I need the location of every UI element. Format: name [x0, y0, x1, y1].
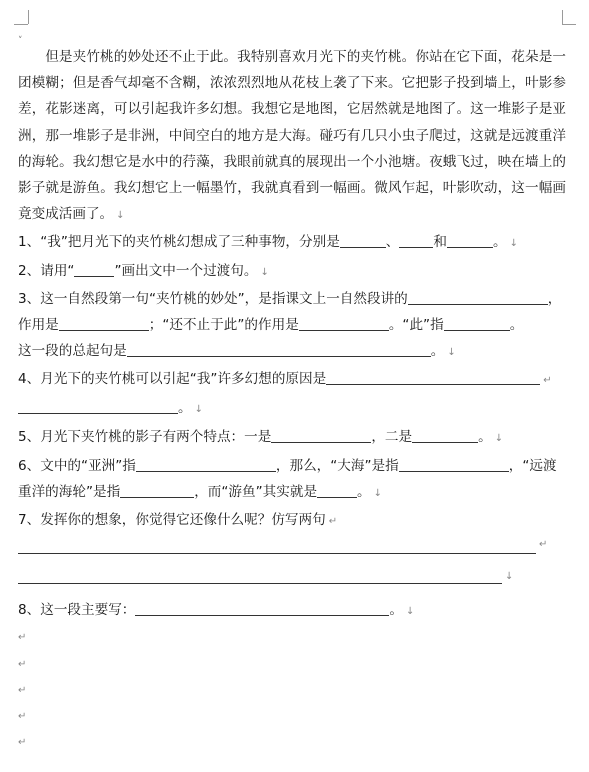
answer-blank[interactable] — [412, 428, 478, 443]
empty-paragraph: ↵ — [18, 737, 27, 749]
paragraph-mark: ↵ — [539, 539, 548, 551]
question-3-line-2: 作用是 ；“还不止于此”的作用是 。“此”指 。 — [18, 317, 524, 334]
answer-blank[interactable] — [399, 233, 433, 248]
question-7-answer-line-1 — [18, 535, 566, 565]
return-mark: ↓ — [116, 210, 125, 222]
crop-mark-top-left-horizontal — [14, 24, 28, 25]
return-mark: ↓ — [505, 571, 514, 583]
question-6-line-2: 重洋的海轮”是指 ，而“游鱼”其实就是 。 ↓ — [18, 483, 383, 500]
answer-blank[interactable] — [408, 290, 548, 305]
reading-passage — [18, 44, 566, 229]
question-7-answer-line-2 — [18, 565, 566, 595]
empty-paragraph: ↵ — [18, 684, 27, 696]
return-mark: ↓ — [406, 606, 415, 618]
question-3-line-3: 这一段的总起句是 。 ↓ — [18, 343, 456, 360]
crop-mark-top-right-vertical — [562, 10, 563, 24]
return-mark: ↓ — [509, 238, 518, 250]
question-3-line-1: 3、这一自然段第一句“夹竹桃的妙处”，是指课文上一自然段讲的 ， — [18, 290, 562, 307]
question-8: 8、这一段主要写： 。 ↓ — [18, 602, 415, 619]
empty-paragraph: ↵ — [18, 632, 27, 644]
answer-blank[interactable] — [340, 233, 386, 248]
answer-blank[interactable] — [59, 316, 149, 331]
return-mark: ↓ — [373, 487, 383, 499]
document-body — [18, 44, 566, 756]
empty-paragraph: ↵ — [18, 711, 27, 723]
answer-blank[interactable] — [317, 483, 357, 498]
answer-blank[interactable] — [127, 342, 431, 357]
return-mark: ↓ — [194, 404, 203, 416]
answer-blank[interactable] — [135, 601, 389, 616]
answer-blank[interactable] — [399, 457, 509, 472]
question-4-line-2: 。 ↓ — [18, 395, 566, 424]
answer-blank[interactable] — [326, 370, 540, 385]
answer-line[interactable] — [18, 565, 502, 584]
answer-blank[interactable] — [447, 233, 493, 248]
empty-paragraph: ↵ — [18, 658, 27, 670]
question-4-line-1: 4、月光下的夹竹桃可以引起“我”许多幻想的原因是 ↵ — [18, 371, 552, 388]
paragraph-mark: ↵ — [328, 516, 338, 528]
answer-blank[interactable] — [136, 457, 276, 472]
question-5: 5、月光下夹竹桃的影子有两个特点：一是 ，二是 。 ↓ — [18, 429, 504, 446]
question-6-line-1: 6、文中的“亚洲”指 ，那么，“大海”是指 ，“远渡 — [18, 457, 557, 474]
question-7: 7、发挥你的想象，你觉得它还像什么呢？仿写两句 ↵ — [18, 512, 338, 529]
return-mark: ↓ — [447, 347, 456, 359]
paragraph-mark: ↵ — [543, 375, 552, 387]
question-1: 1、“我”把月光下的夹竹桃幻想成了三种事物，分别是 、 和 。 ↓ — [18, 234, 518, 251]
crop-mark-top-right-horizontal — [562, 24, 576, 25]
question-2: 2、请用“ ”画出文中一个过渡句。 ↓ — [18, 262, 269, 279]
answer-blank[interactable] — [299, 316, 389, 331]
return-mark: ↓ — [494, 433, 504, 445]
answer-blank[interactable] — [74, 262, 114, 277]
answer-line[interactable] — [18, 535, 536, 554]
answer-blank[interactable] — [18, 399, 178, 414]
passage-text: 但是夹竹桃的妙处还不止于此。我特别喜欢月光下的夹竹桃。你站在它下面，花朵是一团模糊；但是香气却毫不含糊，浓浓烈烈地从花枝上袭了下来。它把影子投到墙上，叶影参差，花影迷离，可以引起我许多幻想。我想它是地图，它居然就是地图了。这一堆影子是亚洲，那一堆影子是非洲，中间空白的地方是大海。碰巧有几只小虫子爬过，这就是远渡重洋的海轮。我幻想它是水中的荇藻，我眼前就真的展现出一个小池塘。夜蛾飞过，映在墙上的影子就是游鱼。我幻想它上一幅墨竹，我就真看到一幅画。微风乍起，叶影吹动，这一幅画竟变成活画了。 — [18, 49, 566, 223]
crop-mark-top-left-vertical — [28, 10, 29, 24]
answer-blank[interactable] — [120, 483, 194, 498]
answer-blank[interactable] — [444, 316, 510, 331]
return-mark: ↓ — [260, 266, 269, 278]
answer-blank[interactable] — [271, 428, 371, 443]
paragraph-marker: ˅ — [18, 36, 23, 46]
